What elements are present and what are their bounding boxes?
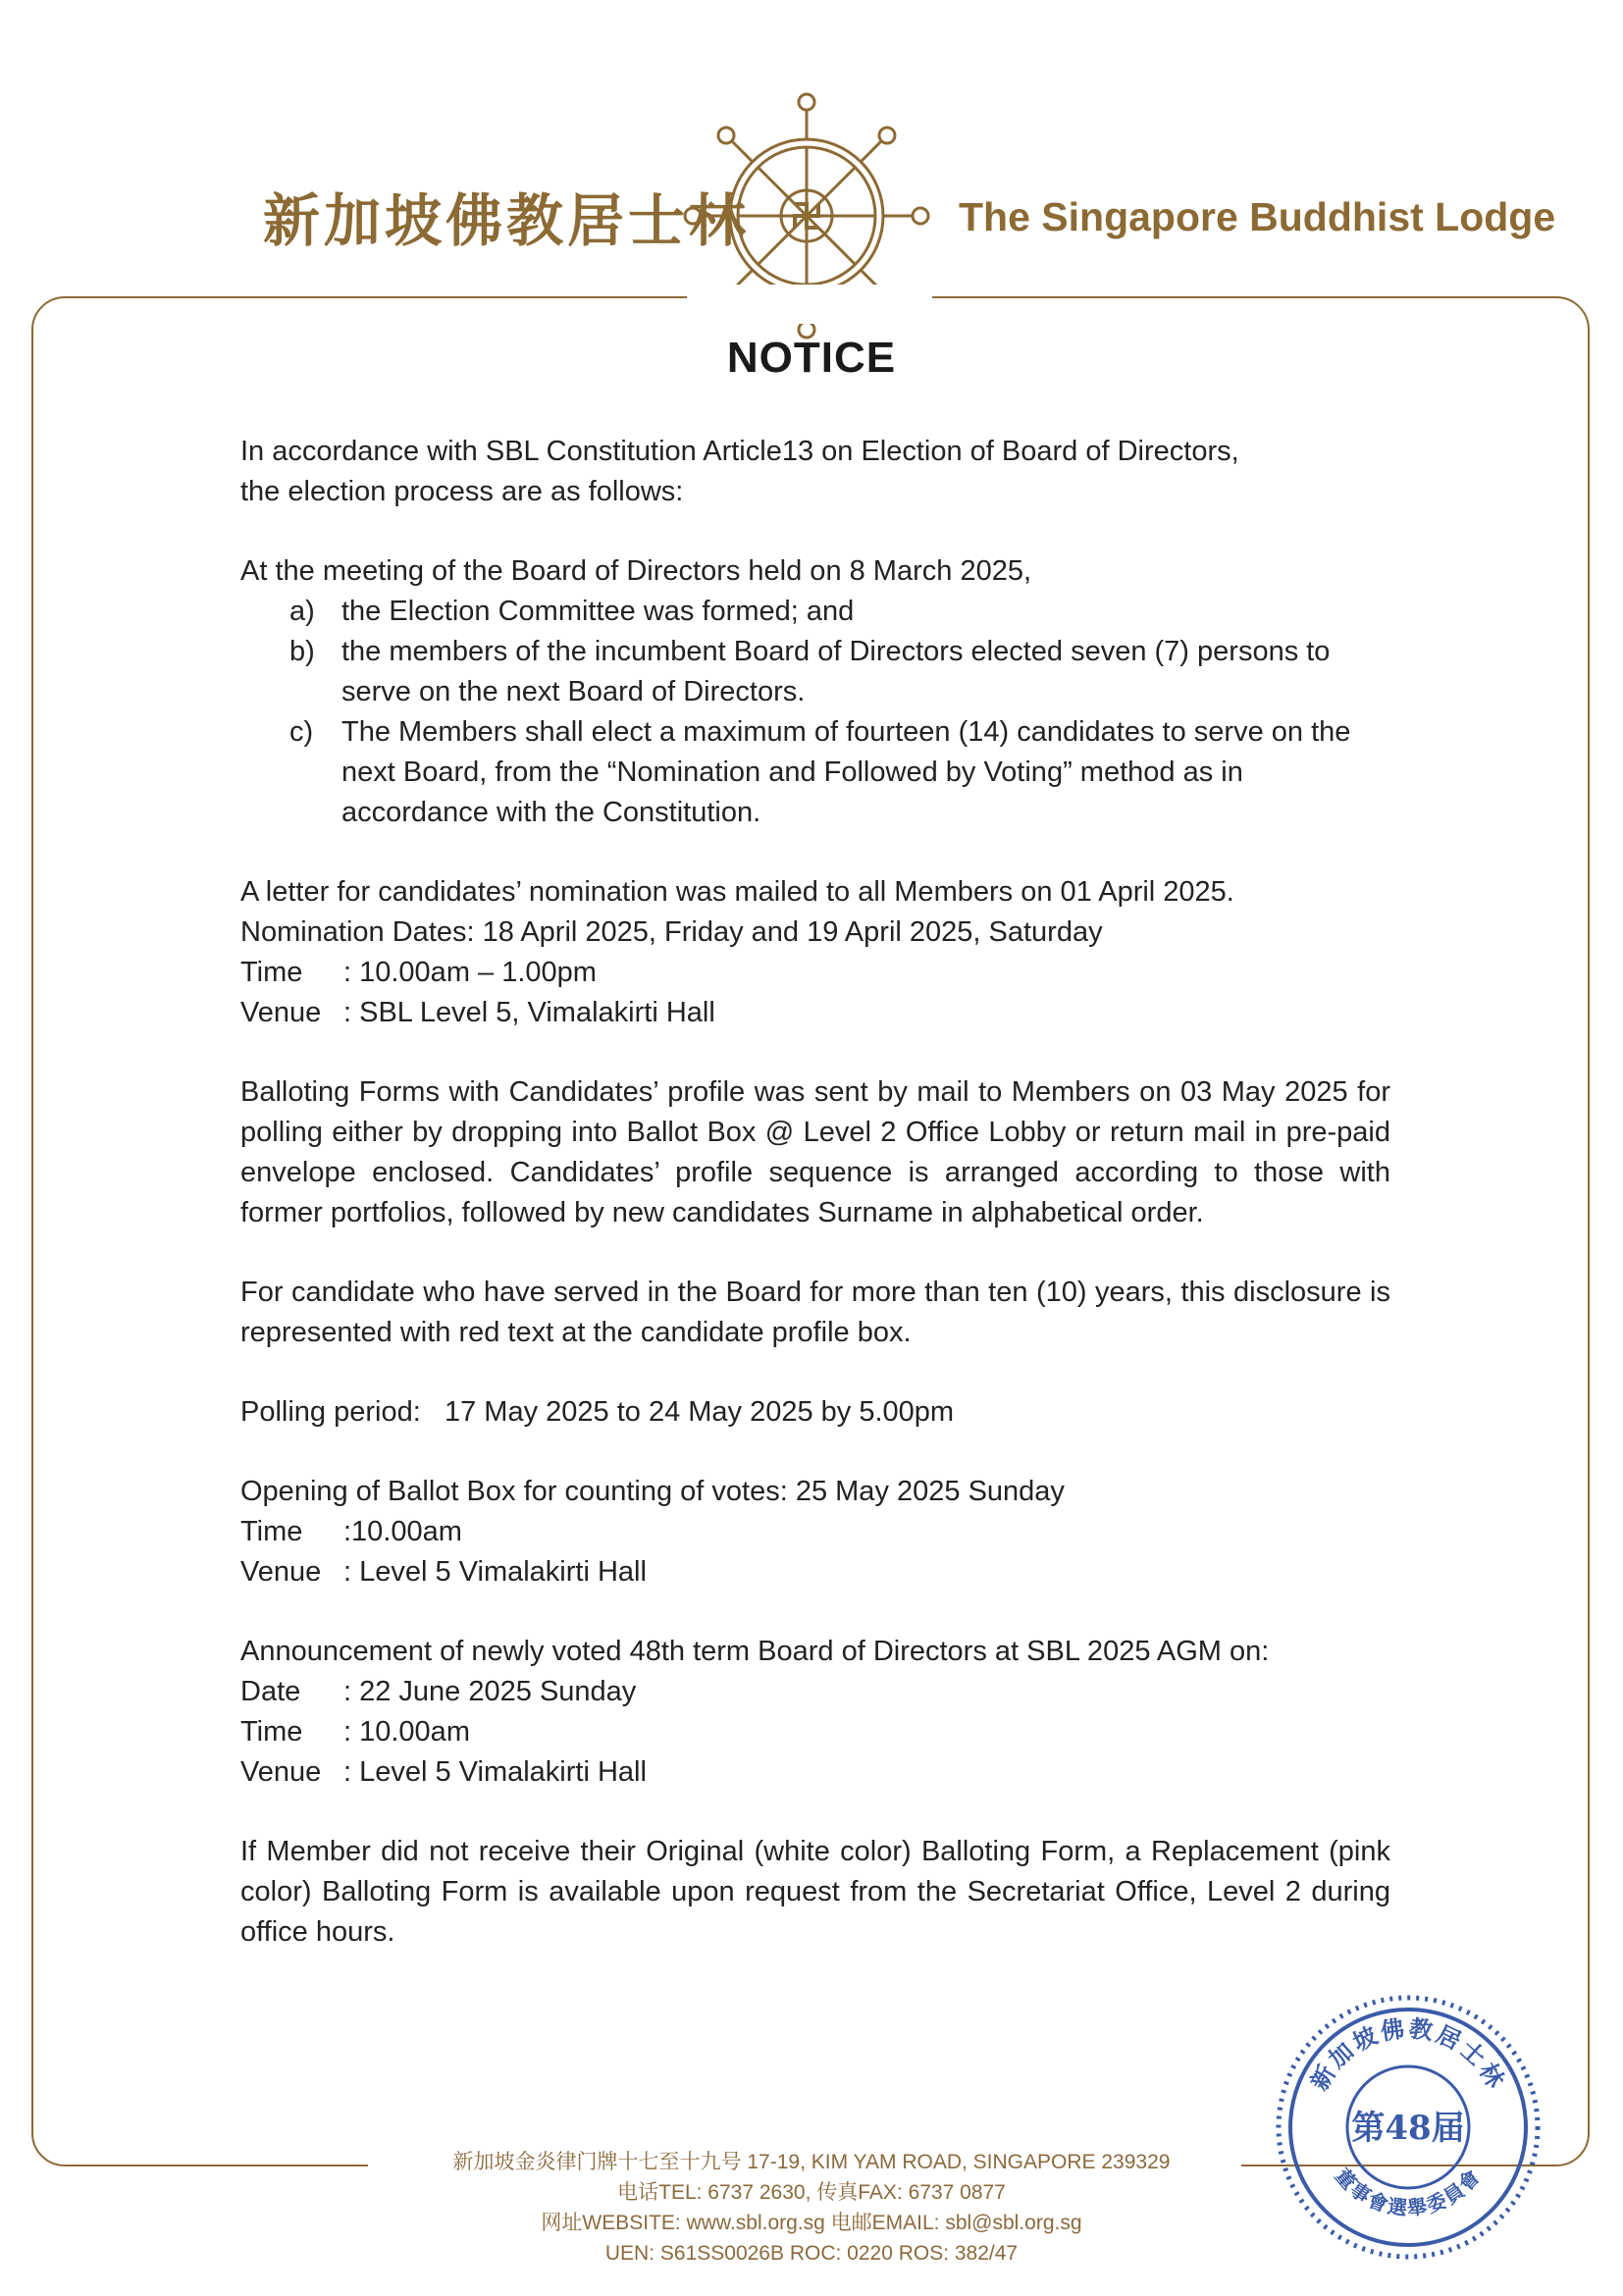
svg-text:董事會選舉委員會: 董事會選舉委員會: [1331, 2164, 1486, 2220]
intro-line-1: In accordance with SBL Constitution Article13 on Election of Board of Directors,: [240, 436, 1239, 467]
opening-line: Opening of Ballot Box for counting of votes: 25 May 2025 Sunday: [240, 1476, 1065, 1507]
announcement-date: Date : 22 June 2025 Sunday: [240, 1676, 637, 1707]
replacement-paragraph: If Member did not receive their Original (white color) Balloting Form, a Replacement (pink color) Balloting Form is available upon request from the Secretariat Office, Level 2 during office hours.: [240, 1836, 1390, 1948]
nomination-letter: A letter for candidates’ nomination was mailed to all Members on 01 April 2025.: [240, 876, 1234, 908]
nomination-venue: Venue : SBL Level 5, Vimalakirti Hall: [240, 997, 715, 1028]
footer-address: 新加坡金炎律门牌十七至十九号 17-19, KIM YAM ROAD, SINGAPORE 239329: [452, 2151, 1171, 2173]
disclosure-paragraph: For candidate who have served in the Board for more than ten (10) years, this disclosure is represented with red text at the candidate profile box.: [240, 1277, 1390, 1348]
notice-title: NOTICE: [726, 334, 897, 382]
svg-text:新加坡佛教居士林: 新加坡佛教居士林: [1304, 2013, 1512, 2096]
intro-line-2: the election process are as follows:: [240, 476, 684, 507]
nomination-time: Time : 10.00am – 1.00pm: [240, 957, 597, 988]
footer-web: 网址WEBSITE: www.sbl.org.sg 电邮EMAIL: sbl@sbl.org.sg: [541, 2212, 1082, 2234]
nomination-dates: Nomination Dates: 18 April 2025, Friday and 19 April 2025, Saturday: [240, 916, 1103, 948]
list-item: a) the Election Committee was formed; and: [289, 596, 855, 627]
frame-gap: [687, 285, 932, 324]
announcement-venue: Venue : Level 5 Vimalakirti Hall: [240, 1756, 647, 1788]
announcement-time: Time : 10.00am: [240, 1716, 470, 1748]
footer: [0, 2147, 1623, 2269]
org-name-chinese: 新加坡佛教居士林: [263, 187, 751, 254]
opening-venue: Venue : Level 5 Vimalakirti Hall: [240, 1556, 647, 1588]
resolution-list: [240, 592, 1390, 833]
announcement-line: Announcement of newly voted 48th term Board of Directors at SBL 2025 AGM on:: [240, 1636, 1270, 1667]
letterhead: [0, 0, 1623, 314]
list-item: c) The Members shall elect a maximum of fourteen (14) candidates to serve on the next Board, from the “Nomination and Followed by Voting” method as in accordance with the Constitution.: [289, 716, 1351, 828]
org-name-english: The Singapore Buddhist Lodge: [959, 194, 1556, 239]
polling-period: Polling period: 17 May 2025 to 24 May 2025 by 5.00pm: [240, 1396, 955, 1428]
footer-registration: UEN: S61SS0026B ROC: 0220 ROS: 382/47: [604, 2242, 1019, 2265]
meeting-line: At the meeting of the Board of Directors held on 8 March 2025,: [240, 555, 1032, 587]
list-item: b) the members of the incumbent Board of Directors elected seven (7) persons to serve on the next Board of Directors.: [289, 636, 1331, 707]
footer-phone: 电话TEL: 6737 2630, 传真FAX: 6737 0877: [617, 2181, 1006, 2204]
svg-text:第48届: 第48届: [1351, 2109, 1465, 2148]
balloting-paragraph: Balloting Forms with Candidates’ profile was sent by mail to Members on 03 May 2025 for polling either by dropping into Ballot Box @ Level 2 Office Lobby or return mail in pre-paid envelope enclosed. Candidates’ profile sequence is arranged according to those with former portfolios, followed by new candidates Surname in alphabetical order.: [240, 1076, 1390, 1228]
notice-body: [240, 432, 1390, 1953]
opening-time: Time :10.00am: [240, 1516, 462, 1547]
